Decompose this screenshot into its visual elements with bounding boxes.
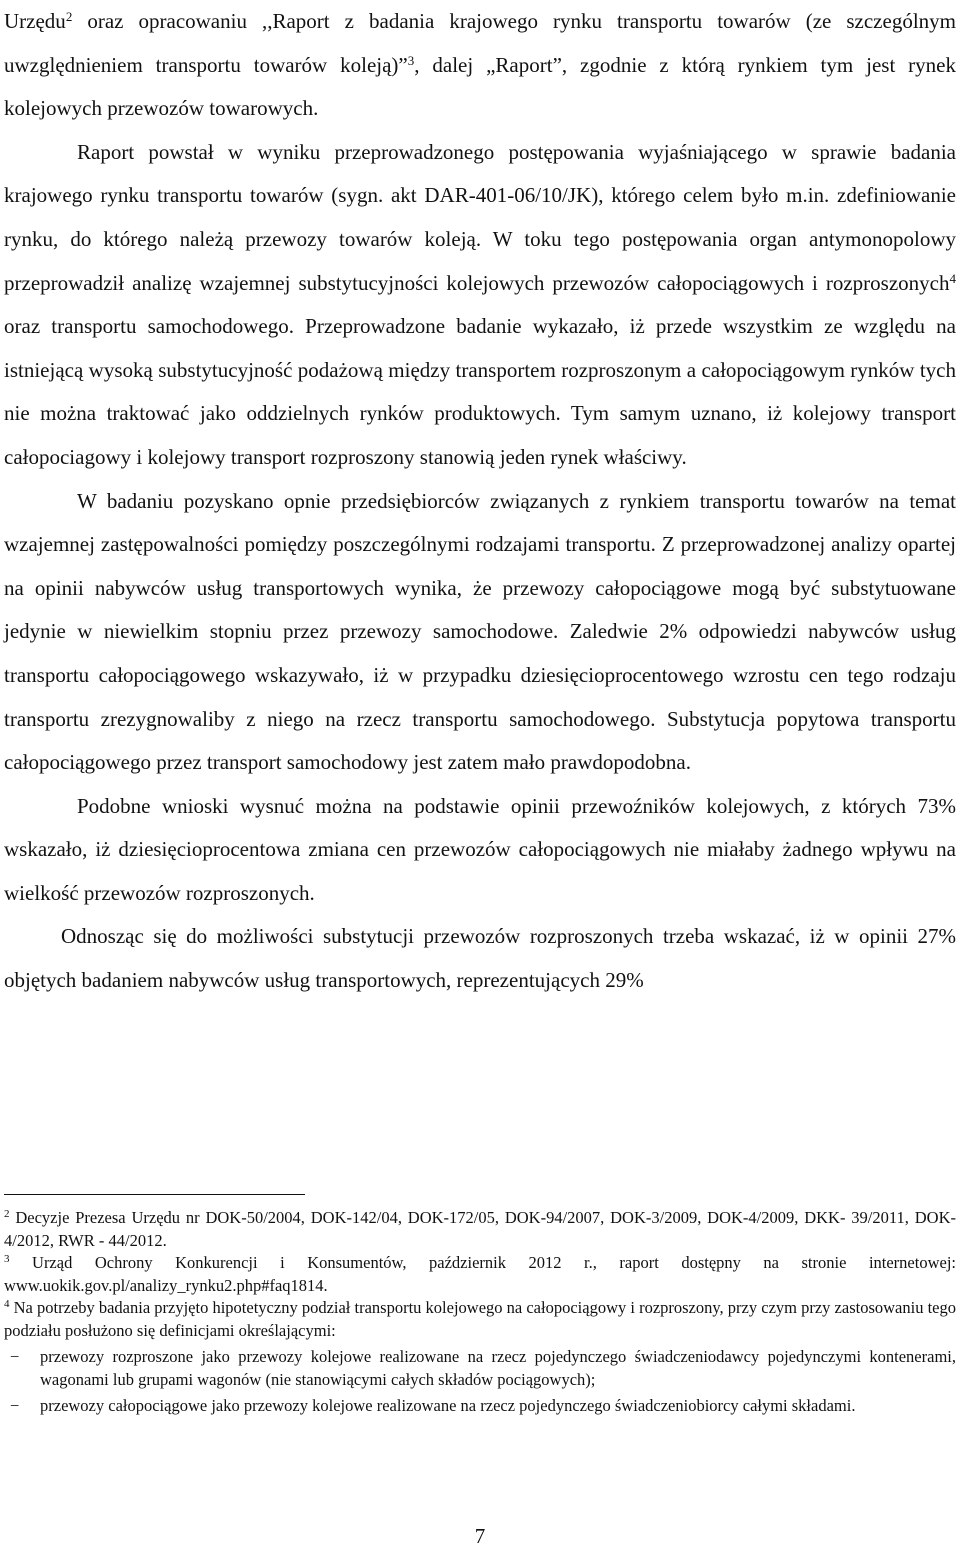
footnotes: [4, 1207, 956, 1418]
paragraph-5: Odnosząc się do możliwości substytucji przewozów rozproszonych trzeba wskazać, iż w opinii 27% objętych badaniem nabywców usług transportowych, reprezentujących 29%: [4, 924, 956, 993]
dash-bullet: −: [10, 1347, 20, 1366]
dash-bullet: −: [10, 1396, 20, 1415]
footnote-ref-2: 2: [65, 9, 73, 24]
list-item-text: przewozy całopociągowe jako przewozy kolejowe realizowane na rzecz pojedynczego świadczeniobiorcy całymi składami.: [40, 1396, 856, 1415]
footnote-2: [4, 1207, 956, 1252]
footnote-number: 4: [4, 1297, 10, 1310]
paragraph-2-text-a: Raport powstał w wyniku przeprowadzonego postępowania wyjaśniającego w sprawie badania krajowego rynku transportu towarów (sygn. akt DAR-401-06/10/JK), którego celem było m.in. zdefiniowanie rynku, do którego należą przewozy towarów koleją. W toku tego postępowania organ antymonopolowy przeprowadził analizę wzajemnej substytucyjności kolejowych przewozów całopociągowych i rozproszonych: [4, 139, 956, 295]
footnote-ref-4: 4: [949, 270, 956, 286]
list-item: [4, 1395, 956, 1418]
paragraph-3: W badaniu pozyskano opnie przedsiębiorców związanych z rynkiem transportu towarów na temat wzajemnej zastępowalności pomiędzy poszczególnymi rodzajami transportu. Z przeprowadzonej analizy opartej na opinii nabywców usług transportowych wynika, że przewozy całopociągowe mogą być substytuowane jedynie w niewielkim stopniu przez przewozy samochodowe. Zaledwie 2% odpowiedzi nabywców usług transportu całopociągowego wskazywało, iż w przypadku dziesięcioprocentowego wzrostu cen tego rodzaju transportu zrezygnowaliby z niego na rzecz transportu samochodowego. Substytucja popytowa transportu całopociągowego przez transport samochodowy jest zatem mało prawdopodobna.: [4, 488, 956, 775]
footnote-separator: [4, 1194, 305, 1195]
body-text: [4, 0, 956, 1003]
paragraph-2: [4, 131, 956, 480]
paragraph-1: [4, 0, 956, 131]
list-item-text: przewozy rozproszone jako przewozy kolejowe realizowane na rzecz pojedynczego świadczeniodawcy pojedynczymi kontenerami, wagonami lub grupami wagonów (nie stanowiącymi całych składów pociągowych);: [40, 1347, 956, 1389]
page-number: 7: [474, 1524, 486, 1548]
footnote-text: Urząd Ochrony Konkurencji i Konsumentów, październik 2012 r., raport dostępny na stronie internetowej: www.uokik.gov.pl/analizy_rynku2.php#faq1814.: [4, 1253, 956, 1295]
paragraph-2-text-b: oraz transportu samochodowego. Przeprowadzone badanie wykazało, iż przede wszystkim ze względu na istniejącą wysoką substytucyjność podażową między transportem rozproszonym a całopociągowym rynków tych nie można traktować jako oddzielnych rynków produktowych. Tym samym uznano, iż kolejowy transport całopociagowy i kolejowy transport rozproszony stanowią jeden rynek właściwy.: [4, 314, 956, 469]
paragraph-1-text-c: , dalej „Raport”, zgodnie z którą rynkiem tym jest rynek kolejowych przewozów towarowych.: [4, 52, 956, 121]
footnote-text: Decyzje Prezesa Urzędu nr DOK-50/2004, DOK-142/04, DOK-172/05, DOK-94/2007, DOK-3/2009, DOK-4/2009, DKK- 39/2011, DOK-4/2012, RWR - 44/2012.: [4, 1208, 956, 1250]
footnote-4-list: [4, 1346, 956, 1418]
footnote-3: [4, 1252, 956, 1297]
footnote-ref-3: 3: [407, 52, 415, 68]
footnote-number: 2: [4, 1207, 10, 1220]
list-item: [4, 1346, 956, 1391]
footnote-text: Na potrzeby badania przyjęto hipotetyczny podział transportu kolejowego na całopociągowy i rozproszony, przy czym przy zastosowaniu tego podziału posłużono się definicjami określającymi:: [4, 1298, 956, 1340]
paragraph-1-text-a: Urzędu: [4, 9, 66, 33]
paragraph-1-text-b: oraz opracowaniu ,,Raport z badania krajowego rynku transportu towarów (ze szczególnym uwzględnieniem transportu towarów koleją)”: [4, 9, 956, 77]
paragraph-4: Podobne wnioski wysnuć można na podstawie opinii przewoźników kolejowych, z których 73% wskazało, iż dziesięcioprocentowa zmiana cen przewozów całopociągowych nie miałaby żadnego wpływu na wielkość przewozów rozproszonych.: [4, 793, 956, 905]
footnote-4: [4, 1297, 956, 1342]
footnote-number: 3: [4, 1252, 10, 1265]
